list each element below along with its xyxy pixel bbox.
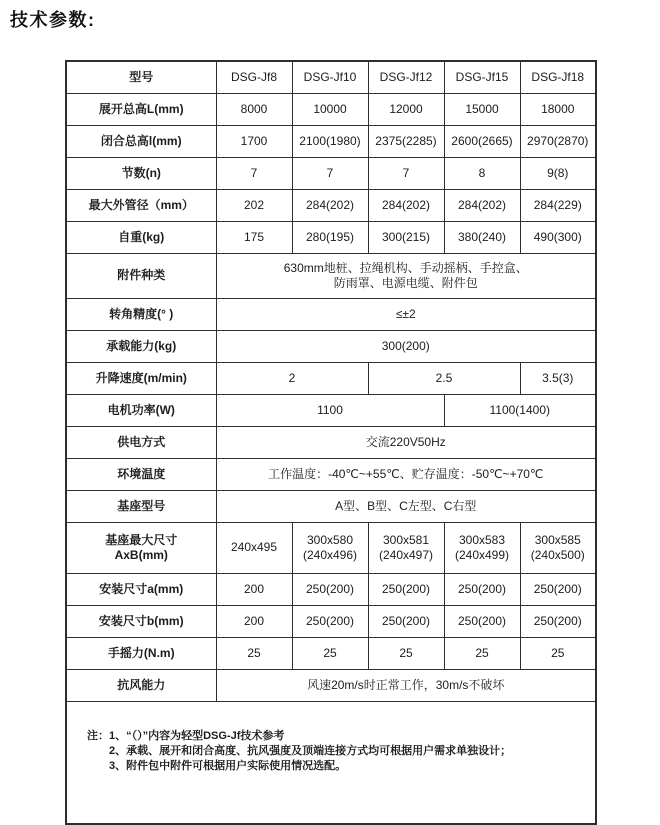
model-header: DSG-Jf15: [444, 61, 520, 94]
row-label-model: 型号: [66, 61, 216, 94]
notes-prefix: 注：: [87, 730, 109, 742]
value-cell: 7: [368, 158, 444, 190]
merged-value-cell: 2: [216, 363, 368, 395]
merged-value-cell: 交流220V50Hz: [216, 427, 596, 459]
size-sub: (240x496): [302, 548, 358, 562]
value-cell: 240x495: [216, 523, 292, 574]
table-row-lift-speed: [66, 363, 596, 395]
value-cell: 18000: [520, 94, 596, 126]
value-cell: 250(200): [292, 606, 368, 638]
value-cell: 250(200): [368, 606, 444, 638]
merged-value-cell: 300(200): [216, 331, 596, 363]
row-label: 自重(kg): [66, 222, 216, 254]
value-cell: [292, 523, 368, 574]
row-label: 附件种类: [66, 254, 216, 299]
value-cell: 300(215): [368, 222, 444, 254]
table-row-load-capacity: [66, 331, 596, 363]
spec-table: [65, 60, 597, 825]
size-main: 300x580: [306, 533, 354, 547]
table-row-crank-force: [66, 638, 596, 670]
model-header: DSG-Jf12: [368, 61, 444, 94]
value-cell: 25: [444, 638, 520, 670]
merged-value-cell: 风速20m/s时正常工作，30m/s不破坏: [216, 670, 596, 702]
value-cell: 7: [216, 158, 292, 190]
value-cell: 2970(2870): [520, 126, 596, 158]
row-label: 安装尺寸b(mm): [66, 606, 216, 638]
value-cell: 284(202): [292, 190, 368, 222]
size-main: 300x583: [458, 533, 506, 547]
table-row-base-model: [66, 491, 596, 523]
table-row-closed-height: [66, 126, 596, 158]
table-row-accessories: [66, 254, 596, 299]
value-cell: 25: [368, 638, 444, 670]
merged-value-cell: 2.5: [368, 363, 520, 395]
value-cell: 2100(1980): [292, 126, 368, 158]
accessories-line-1: 630mm地桩、拉绳机构、手动摇柄、手控盒、: [283, 261, 528, 275]
row-label: [66, 523, 216, 574]
table-row-max-tube-diameter: [66, 190, 596, 222]
row-label: 电机功率(W): [66, 395, 216, 427]
merged-value-cell: 1100(1400): [444, 395, 596, 427]
note-line: 3、附件包中附件可根据用户实际使用情况选配。: [109, 760, 347, 772]
value-cell: 280(195): [292, 222, 368, 254]
value-cell: 200: [216, 606, 292, 638]
value-cell: [520, 523, 596, 574]
notes-block: [87, 729, 587, 774]
row-label: 安装尺寸a(mm): [66, 574, 216, 606]
row-label: 转角精度(° ): [66, 299, 216, 331]
table-row-ambient-temp: [66, 459, 596, 491]
note-line: 1、“（）”内容为轻型DSG-Jf技术参考: [109, 730, 285, 742]
table-row-notes: [66, 702, 596, 825]
value-cell: 250(200): [444, 606, 520, 638]
row-label: 供电方式: [66, 427, 216, 459]
value-cell: 8: [444, 158, 520, 190]
row-label: 展开总高L(mm): [66, 94, 216, 126]
value-cell: 8000: [216, 94, 292, 126]
value-cell: 1700: [216, 126, 292, 158]
merged-value-cell: 工作温度：-40℃~+55℃、贮存温度：-50℃~+70℃: [216, 459, 596, 491]
value-cell: 3.5(3): [520, 363, 596, 395]
model-header: DSG-Jf18: [520, 61, 596, 94]
value-cell: 250(200): [520, 606, 596, 638]
merged-value-cell: ≤±2: [216, 299, 596, 331]
value-cell: 2375(2285): [368, 126, 444, 158]
value-cell: [368, 523, 444, 574]
note-line: 2、承载、展开和闭合高度、抗风强度及顶端连接方式均可根据用户需求单独设计；: [109, 745, 512, 757]
value-cell: 380(240): [444, 222, 520, 254]
table-row-section-count: [66, 158, 596, 190]
value-cell: 15000: [444, 94, 520, 126]
value-cell: 250(200): [520, 574, 596, 606]
value-cell: 284(202): [368, 190, 444, 222]
value-cell: 250(200): [444, 574, 520, 606]
value-cell: 202: [216, 190, 292, 222]
row-label: 闭合总高l(mm): [66, 126, 216, 158]
value-cell: 490(300): [520, 222, 596, 254]
value-cell: 175: [216, 222, 292, 254]
row-label: 手摇力(N.m): [66, 638, 216, 670]
notes-cell: [66, 702, 596, 825]
row-label-line-1: 基座最大尺寸: [105, 533, 178, 547]
merged-value-cell: [216, 254, 596, 299]
value-cell: 284(202): [444, 190, 520, 222]
value-cell: 200: [216, 574, 292, 606]
value-cell: 25: [216, 638, 292, 670]
table-row-base-max-size: [66, 523, 596, 574]
table-row-power-supply: [66, 427, 596, 459]
row-label-line-2: AxB(mm): [114, 548, 168, 562]
model-header: DSG-Jf8: [216, 61, 292, 94]
value-cell: 10000: [292, 94, 368, 126]
merged-value-cell: A型、B型、C左型、C右型: [216, 491, 596, 523]
value-cell: 250(200): [368, 574, 444, 606]
value-cell: 250(200): [292, 574, 368, 606]
row-label: 承载能力(kg): [66, 331, 216, 363]
accessories-line-2: 防雨罩、电源电缆、附件包: [333, 276, 478, 290]
value-cell: 25: [520, 638, 596, 670]
value-cell: 7: [292, 158, 368, 190]
table-row-wind-resistance: [66, 670, 596, 702]
table-row-unfolded-height: [66, 94, 596, 126]
table-row-mount-a: [66, 574, 596, 606]
row-label: 基座型号: [66, 491, 216, 523]
row-label: 升降速度(m/min): [66, 363, 216, 395]
value-cell: 12000: [368, 94, 444, 126]
page-title: 技术参数:: [10, 10, 96, 30]
model-header: DSG-Jf10: [292, 61, 368, 94]
value-cell: 25: [292, 638, 368, 670]
row-label: 节数(n): [66, 158, 216, 190]
row-label: 环境温度: [66, 459, 216, 491]
table-row-mount-b: [66, 606, 596, 638]
table-row-self-weight: [66, 222, 596, 254]
size-sub: (240x497): [378, 548, 434, 562]
value-cell: 9(8): [520, 158, 596, 190]
row-label: 抗风能力: [66, 670, 216, 702]
value-cell: 284(229): [520, 190, 596, 222]
table-header-row: [66, 61, 596, 94]
merged-value-cell: 1100: [216, 395, 444, 427]
size-sub: (240x499): [454, 548, 510, 562]
row-label: 最大外管径（mm）: [66, 190, 216, 222]
table-row-rotation-accuracy: [66, 299, 596, 331]
value-cell: 2600(2665): [444, 126, 520, 158]
size-main: 300x581: [382, 533, 430, 547]
size-main: 300x585: [534, 533, 581, 547]
value-cell: [444, 523, 520, 574]
size-sub: (240x500): [530, 548, 585, 562]
table-row-motor-power: [66, 395, 596, 427]
